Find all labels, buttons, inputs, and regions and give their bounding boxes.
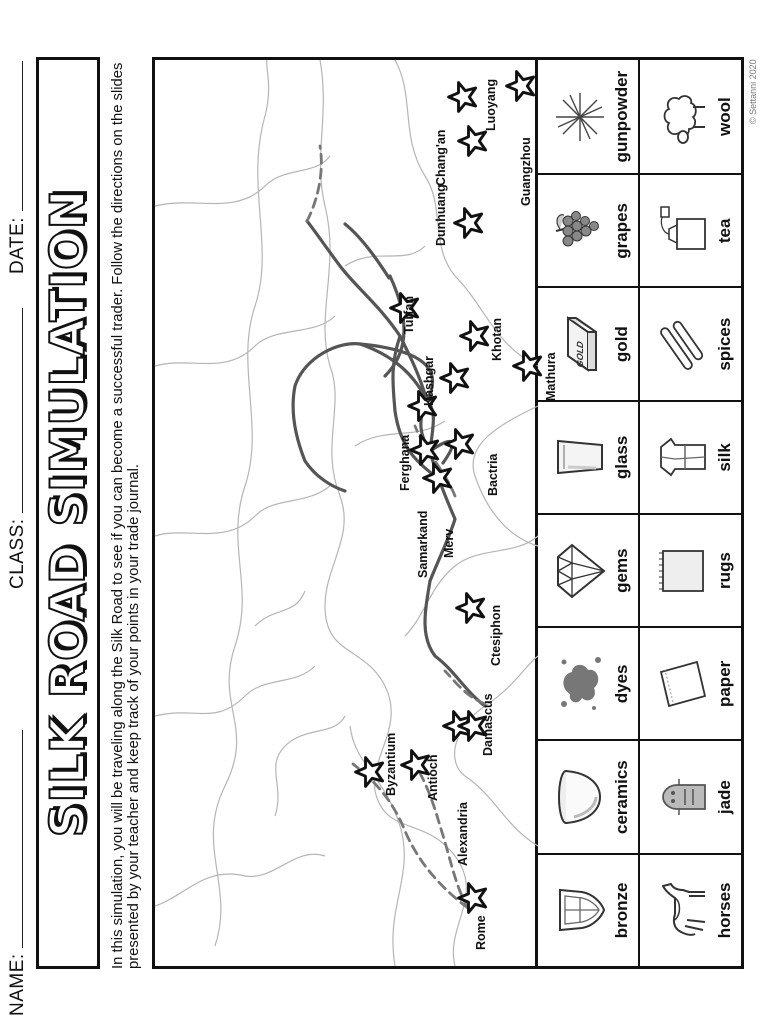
label-guangzhou: Guangzhou — [519, 137, 533, 206]
diamond-icon — [552, 539, 608, 603]
good-cell-glass — [538, 400, 640, 513]
label-ctesiphon: Ctesiphon — [489, 604, 503, 666]
copyright-text: © Settanni 2020 — [748, 59, 758, 124]
firework-burst-icon — [552, 85, 608, 149]
good-cell-wool — [640, 60, 742, 173]
class-field[interactable] — [7, 308, 29, 589]
good-cell-spices — [640, 287, 742, 400]
good-label: wool — [715, 97, 734, 136]
map-labels — [155, 60, 558, 966]
good-cell-horses — [640, 853, 742, 966]
good-label: gold — [611, 326, 631, 363]
label-alexandria: Alexandria — [456, 802, 470, 866]
jade-figurine-icon — [655, 765, 711, 829]
good-cell-bronze — [538, 853, 640, 966]
good-label: gems — [611, 548, 631, 593]
good-cell-gems — [538, 513, 640, 626]
bowl-icon — [552, 765, 608, 829]
name-label: NAME: — [7, 953, 28, 1016]
silk-robe-icon — [655, 425, 711, 489]
good-cell-rugs — [640, 513, 742, 626]
label-ferghana: Ferghana — [398, 434, 412, 491]
trade-goods-grid — [538, 57, 744, 969]
label-mathura: Mathura — [544, 352, 558, 401]
label-bactria: Bactria — [486, 453, 500, 496]
label-merv: Merv — [442, 528, 456, 558]
paper-sheet-icon — [655, 652, 711, 716]
label-khotan: Khotan — [490, 317, 504, 361]
page-title: SILK ROAD SIMULATION — [40, 188, 96, 838]
good-cell-ceramics — [538, 740, 640, 853]
sheep-icon — [655, 85, 711, 149]
label-damascus: Damascus — [481, 693, 495, 756]
good-cell-grapes — [538, 173, 640, 286]
name-line[interactable] — [21, 730, 23, 948]
class-line[interactable] — [21, 308, 23, 513]
good-label: silk — [715, 443, 734, 472]
good-label: rugs — [715, 552, 734, 590]
cinnamon-sticks-icon — [655, 312, 711, 376]
gold-bar-text: GOLD — [574, 339, 585, 370]
label-dunhuang: Dunhuang — [434, 184, 448, 246]
good-label: paper — [715, 660, 734, 708]
good-cell-dyes — [538, 626, 640, 739]
good-cell-jade — [640, 740, 742, 853]
good-cell-gold — [538, 287, 640, 400]
date-line[interactable] — [21, 61, 23, 211]
date-label: DATE: — [7, 216, 28, 274]
good-label: glass — [611, 435, 631, 480]
label-turfan: Turfan — [402, 296, 416, 334]
good-label: tea — [715, 218, 734, 244]
date-field[interactable] — [7, 61, 29, 274]
rug-icon — [655, 539, 711, 603]
good-cell-paper — [640, 626, 742, 739]
good-label: dyes — [611, 664, 631, 704]
paint-splatter-icon — [552, 652, 608, 716]
label-byzantium: Byzantium — [384, 732, 398, 796]
gold-bar-icon — [552, 312, 608, 376]
label-antioch: Antioch — [426, 754, 440, 801]
tea-bag-icon — [655, 199, 711, 263]
shield-icon — [552, 878, 608, 942]
good-label: ceramics — [611, 760, 631, 834]
good-cell-silk — [640, 400, 742, 513]
good-label: jade — [715, 780, 734, 815]
name-field[interactable] — [7, 730, 29, 1016]
label-luoyang: Luoyang — [484, 78, 498, 131]
label-changan: Chang'an — [434, 129, 448, 186]
horse-icon — [655, 878, 711, 942]
good-cell-gunpowder — [538, 60, 640, 173]
label-samarkand: Samarkand — [416, 510, 430, 578]
silk-road-map — [152, 57, 558, 969]
label-kashgar: Kashgar — [422, 355, 436, 406]
label-rome: Rome — [474, 915, 488, 950]
instructions-text: In this simulation, you will be traveling along the Silk Road to see if you can become a successful trader. Follow the directions on the slides presented by your teacher and keep track of your points in your trade journal. — [110, 62, 142, 969]
grapes-icon — [552, 199, 608, 263]
good-label: horses — [715, 882, 734, 939]
class-label: CLASS: — [7, 518, 28, 589]
glass-icon — [552, 425, 608, 489]
good-label: grapes — [611, 203, 631, 259]
good-cell-tea — [640, 173, 742, 286]
title-banner — [36, 57, 100, 969]
good-label: gunpowder — [611, 70, 631, 163]
good-label: bronze — [611, 882, 631, 939]
good-label: spices — [715, 317, 734, 371]
